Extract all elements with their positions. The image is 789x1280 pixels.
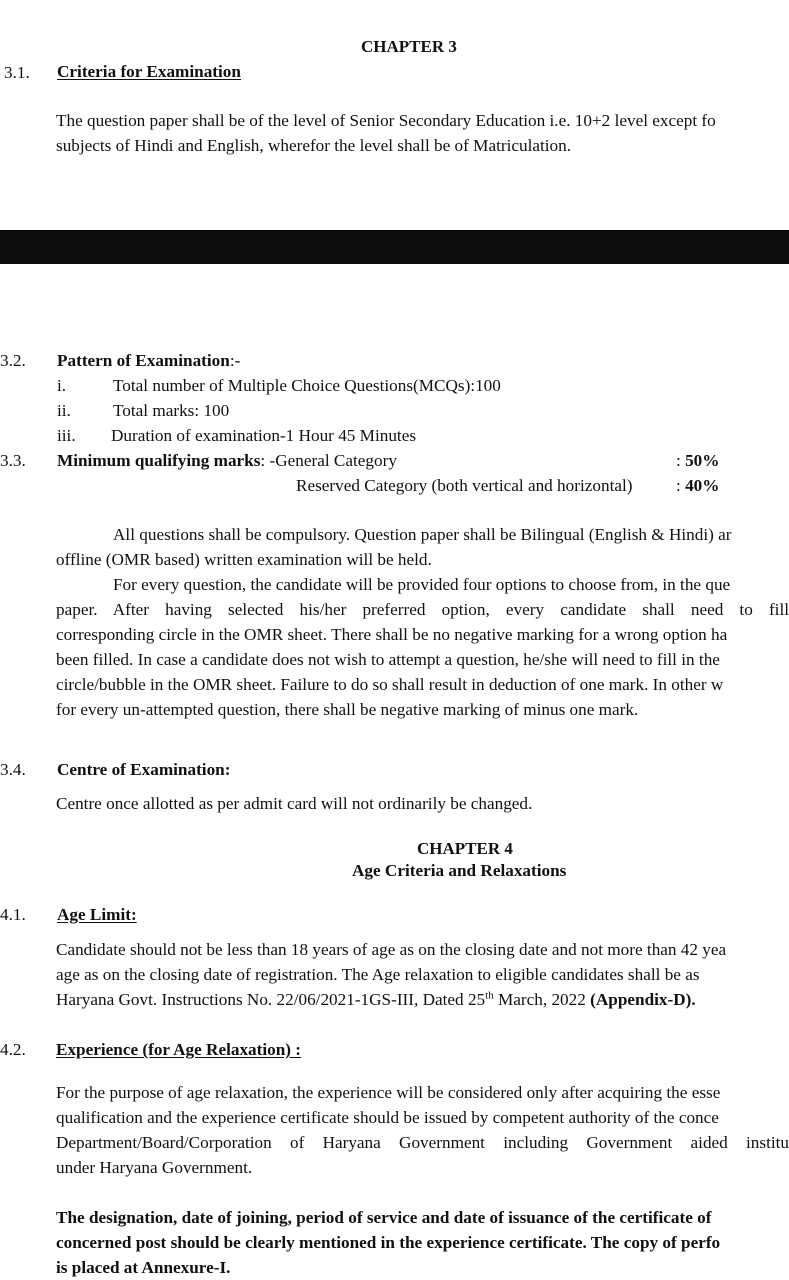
- paragraph-line: age as on the closing date of registration. The Age relaxation to eligible candidates shall be as: [56, 965, 700, 984]
- list-item-number: iii.: [57, 426, 76, 445]
- section-4-1-number: 4.1.: [0, 905, 26, 924]
- paragraph-line: under Haryana Government.: [56, 1158, 253, 1177]
- paragraph-line: been filled. In case a candidate does not wish to attempt a question, he/she will need to fill in the: [56, 650, 720, 669]
- section-3-3-heading: Minimum qualifying marks: [57, 451, 261, 470]
- chapter-3-title: CHAPTER 3: [361, 37, 457, 56]
- section-3-2-number: 3.2.: [0, 351, 26, 370]
- list-item-text: Duration of examination-1 Hour 45 Minutes: [111, 426, 417, 445]
- paragraph-line: Department/Board/Corporation of Haryana Government including Government aided institu: [56, 1133, 789, 1152]
- redaction-bar: [0, 230, 789, 264]
- paragraph-line: subjects of Hindi and English, wherefor the level shall be of Matriculation.: [56, 136, 572, 155]
- omr-paragraph: [56, 597, 789, 722]
- paragraph-line: is placed at Annexure-I.: [56, 1258, 231, 1277]
- value-separator: :: [676, 451, 686, 470]
- section-3-4-heading: Centre of Examination:: [57, 760, 231, 779]
- section-3-4-number: 3.4.: [0, 760, 26, 779]
- section-4-1-heading: Age Limit:: [57, 905, 137, 924]
- reserved-category-value-row: [676, 473, 719, 498]
- general-category-label: : -General Category: [260, 451, 397, 470]
- list-item-text: Total number of Multiple Choice Questions(MCQs):100: [113, 376, 501, 395]
- section-4-2-bold-paragraph: [56, 1205, 789, 1280]
- paragraph-line: corresponding circle in the OMR sheet. There shall be no negative marking for a wrong option ha: [56, 625, 728, 644]
- compulsory-paragraph-line: offline (OMR based) written examination will be held.: [56, 550, 432, 569]
- general-category-value: 50%: [685, 451, 720, 470]
- list-item-number: i.: [57, 376, 67, 395]
- section-4-2-paragraph: [56, 1080, 789, 1180]
- section-3-1-heading: Criteria for Examination: [57, 62, 241, 81]
- instruction-text: Haryana Govt. Instructions No. 22/06/2021-1GS-III, Dated 25: [56, 990, 486, 1009]
- ordinal-suffix: th: [485, 989, 494, 1002]
- paragraph-line: paper. After having selected his/her preferred option, every candidate shall need to fill: [56, 600, 789, 619]
- chapter-4-title: CHAPTER 4: [417, 839, 513, 858]
- omr-paragraph-line: For every question, the candidate will be provided four options to choose from, in the que: [113, 575, 731, 594]
- instruction-date: March, 2022: [493, 990, 591, 1009]
- section-3-1-number: 3.1.: [4, 63, 30, 82]
- paragraph-line: concerned post should be clearly mentioned in the experience certificate. The copy of perfo: [56, 1233, 721, 1252]
- section-3-3-number: 3.3.: [0, 451, 26, 470]
- general-category-value-row: [676, 448, 719, 473]
- section-4-1-paragraph: [56, 937, 789, 1012]
- paragraph-line: The question paper shall be of the level of Senior Secondary Education i.e. 10+2 level except fo: [56, 111, 716, 130]
- section-3-2-heading: Pattern of Examination: [57, 351, 230, 370]
- paragraph-line: qualification and the experience certificate should be issued by competent authority of the conce: [56, 1108, 719, 1127]
- list-item-text: Total marks: 100: [113, 401, 230, 420]
- section-3-4-text: Centre once allotted as per admit card will not ordinarily be changed.: [56, 794, 533, 813]
- appendix-reference: (Appendix-D).: [590, 990, 696, 1009]
- chapter-4-subtitle: Age Criteria and Relaxations: [352, 861, 567, 880]
- paragraph-line: [56, 987, 789, 1012]
- list-item-number: ii.: [57, 401, 71, 420]
- reserved-category-label: Reserved Category (both vertical and horizontal): [296, 476, 633, 495]
- compulsory-paragraph-line: All questions shall be compulsory. Question paper shall be Bilingual (English & Hindi) ar: [113, 525, 732, 544]
- paragraph-line: For the purpose of age relaxation, the experience will be considered only after acquiring the esse: [56, 1083, 721, 1102]
- section-3-3-heading-row: [57, 448, 397, 473]
- section-3-1-paragraph: [56, 108, 789, 158]
- section-4-2-number: 4.2.: [0, 1040, 26, 1059]
- value-separator: :: [676, 476, 686, 495]
- paragraph-line: Candidate should not be less than 18 years of age as on the closing date and not more than 42 yea: [56, 940, 727, 959]
- section-3-2-heading-suffix: :-: [229, 351, 241, 370]
- paragraph-line: circle/bubble in the OMR sheet. Failure to do so shall result in deduction of one mark. In other w: [56, 675, 724, 694]
- reserved-category-value: 40%: [685, 476, 720, 495]
- section-3-2-heading-row: [57, 348, 240, 373]
- paragraph-line: The designation, date of joining, period of service and date of issuance of the certificate of: [56, 1208, 712, 1227]
- paragraph-line: for every un-attempted question, there shall be negative marking of minus one mark.: [56, 700, 639, 719]
- section-4-2-heading: Experience (for Age Relaxation) :: [56, 1040, 302, 1059]
